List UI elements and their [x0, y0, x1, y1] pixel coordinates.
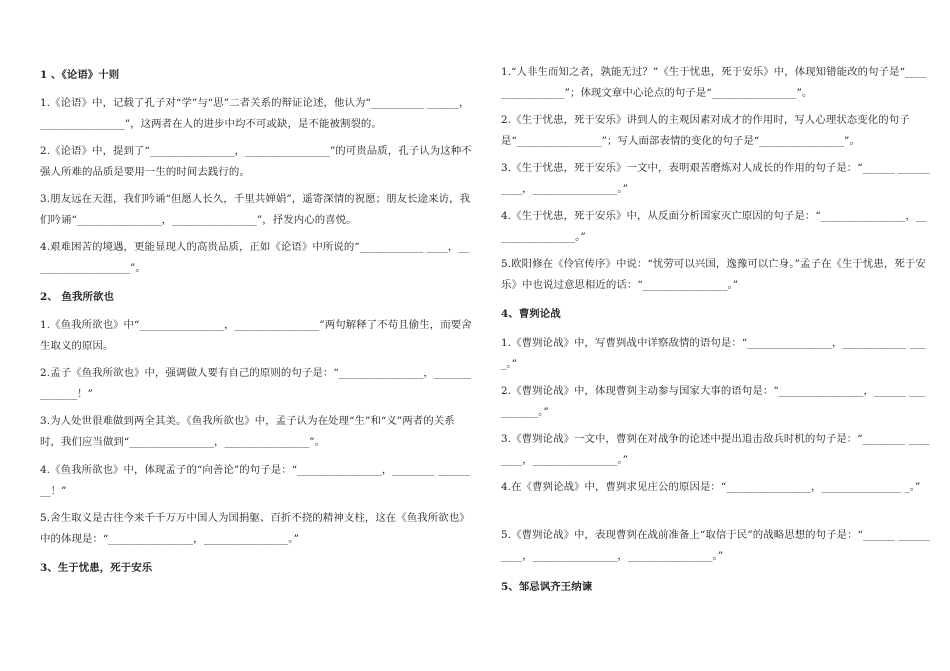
question-item: 4.《生于忧患，死于安乐》中，从反面分析国家灭亡原因的句子是：“________________，________________。”: [501, 210, 927, 243]
question-item: 4.艰难困苦的境遇，更能显现人的高贵品质，正如《论语》中所说的“____________ ____，___________________”。: [40, 241, 469, 274]
question-item: 4.在《曹刿论战》中，曹刿求见庄公的原因是：“________________，_______________ _。”: [501, 481, 921, 493]
question-item: 1.《论语》中，记载了孔子对“学”与“思”二者关系的辩证论述，他认为“__________ ______，________________”，这两者在人的进步中均不可或缺，是不能被割裂的。: [40, 97, 470, 130]
question-item: 2.《论语》中，提到了“________________，________________”的可贵品质，孔子认为这种不强人所难的品质是要用一生的时间去践行的。: [40, 145, 472, 178]
question-item: 5.舍生取义是古往今来千千万万中国人为国捐躯、百折不挠的精神支柱，这在《鱼我所欲也》中的体现是：“________________，________________。”: [40, 512, 470, 545]
section-heading: 4、曹刿论战: [501, 308, 561, 320]
question-item: 4.《鱼我所欲也》中，体现孟子的“向善论”的句子是：“________________，________ ________！”: [40, 464, 470, 497]
question-item: 1.《鱼我所欲也》中“________________，________________”两句解释了不苟且偷生，而要舍生取义的原因。: [40, 319, 472, 352]
question-item: 2.《曹刿论战》中，体现曹刿主动参与国家大事的语句是：“________________，______ __________。”: [501, 385, 926, 418]
section-heading: 2、 鱼我所欲也: [40, 291, 114, 303]
section-heading: 3、生于忧患，死于安乐: [40, 562, 153, 574]
question-item: 1.“人非生而知之者，孰能无过？”《生于忧患，死于安乐》中，体现知错能改的句子是“________________”；体现文章中心论点的句子是“________________”。: [501, 66, 927, 99]
question-item: 5.欧阳修在《伶官传序》中说：“忧劳可以兴国，逸豫可以亡身。”孟子在《生于忧患，死于安乐》中也说过意思相近的话：“________________。”: [501, 258, 926, 291]
section-heading: 5、邹忌讽齐王纳谏: [501, 581, 593, 593]
question-item: 2.孟子《鱼我所欲也》中，强调做人要有自己的原则的句子是：“________________，______________！”: [40, 367, 472, 400]
section-heading: 1 、《论语》十则: [40, 69, 120, 81]
question-item: 5.《曹刿论战》中，表现曹刿在战前准备上“取信于民”的战略思想的句子是：“______ __________，________________，________________。”: [501, 529, 930, 562]
question-item: 3.为人处世很难做到两全其美。《鱼我所欲也》中，孟子认为在处理“生”和“义”两者的关系时，我们应当做到“________________，________________”。: [40, 415, 455, 448]
question-item: 3.朋友远在天涯，我们吟诵“但愿人长久，千里共婵娟”，遥寄深情的祝愿；朋友长途来访，我们吟诵“________________，________________”，抒发内心的喜悦。: [40, 193, 471, 226]
question-item: 3.《曹刿论战》一文中，曹刿在对战争的论述中提出追击敌兵时机的句子是：“________ ________，________________。”: [501, 433, 930, 466]
question-item: 1.《曹刿论战》中，写曹刿战中详察敌情的语句是：“________________，____________ ____。”: [501, 337, 926, 370]
question-item: 3.《生于忧患，死于安乐》一文中，表明艰苦磨炼对人成长的作用的句子是：“______ __________，________________。”: [501, 162, 930, 195]
question-item: 2.《生于忧患，死于安乐》讲到人的主观因素对成才的作用时，写人心理状态变化的句子是“________________”；写人面部表情的变化的句子是“________________”。: [501, 114, 910, 147]
